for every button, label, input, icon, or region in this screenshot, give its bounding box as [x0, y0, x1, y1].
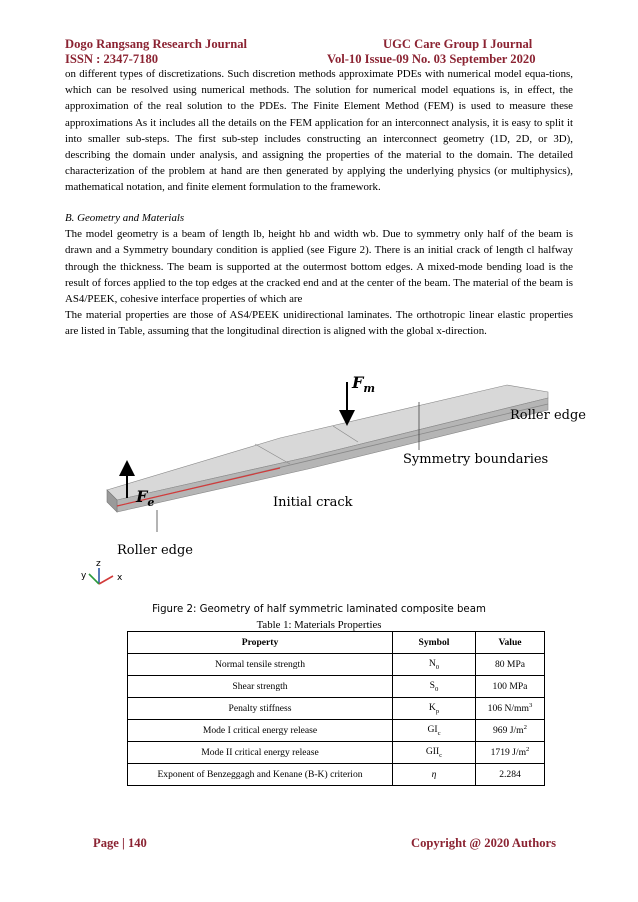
property-cell: Normal tensile strength [128, 654, 393, 676]
fe-label: $F_e$ [136, 487, 155, 509]
materials-table [127, 631, 545, 786]
materials-paragraph: The material properties are those of AS4/PEEK unidirectional laminates. The orthotropic linear elastic properties are listed in Table, assuming that the longitudinal direction is aligned with the global x-direction. [65, 309, 573, 338]
table-row [128, 676, 545, 698]
property-cell: Mode I critical energy release [128, 720, 393, 742]
header-symbol: Symbol [393, 632, 476, 654]
value-cell: 80 MPa [476, 654, 545, 676]
volume-issue: Vol-10 Issue-09 No. 03 September 2020 [327, 52, 536, 66]
header-property: Property [128, 632, 393, 654]
figure-caption: Figure 2: Geometry of half symmetric laminated composite beam [152, 604, 486, 615]
table-caption: Table 1: Materials Properties [256, 619, 382, 631]
value-cell: 106 $N/mm^3$ [476, 698, 545, 720]
table-row [128, 698, 545, 720]
section-heading: B. Geometry and Materials [65, 212, 185, 224]
roller-edge-left-label: Roller edge [117, 543, 194, 558]
roller-edge-right-label: Roller edge [510, 408, 587, 423]
geometry-paragraph: The model geometry is a beam of length lb, height hb and width wb. Due to symmetry only half of the beam is drawn and a Symmetry boundary condition is applied (see Figure 2). There is an initial crack of length cl halfway through the thickness. The beam is supported at the outermost bottom edges. A mixed-mode bending load is the result of forces applied to the top edges at the cracked end and at the center of the beam. The material of the beam is AS4/PEEK, cohesive interface properties of which are [65, 228, 573, 306]
table-row [128, 764, 545, 786]
initial-crack-label: Initial crack [273, 495, 353, 510]
property-cell: Shear strength [128, 676, 393, 698]
journal-title: Dogo Rangsang Research Journal [65, 37, 248, 51]
fm-label: $F_m$ [352, 373, 375, 395]
property-cell: Mode II critical energy release [128, 742, 393, 764]
symbol-cell: $N_0$ [393, 654, 476, 676]
beam-figure [65, 340, 587, 600]
page-number: Page | 140 [93, 836, 147, 850]
intro-paragraph: on different types of discretizations. Such discretion methods approximate PDEs with numerical model equa-tions, which can be resolved using numerical methods. The solution for numerical model equations is, in effect, the approximation of the real solution to the PDEs. The Finite Element Method (FEM) is used to measure these approximations As it includes all the details on the FEM application for an interconnect analysis, it is easy to split it into smaller sub-steps. The first sub-step includes constructing an interconnect geometry (1D, 2D, or 3D), describing the domain under analysis, and assigning the properties of the material to the domain. The detailed characterization of the problem at hand are then generated by applying the underlying physics (or multiphysics), mathematical notation, and finite element formulation to the framework. [65, 68, 573, 194]
symbol-cell: η [393, 764, 476, 786]
symbol-cell: $S_0$ [393, 676, 476, 698]
issn: ISSN : 2347-7180 [65, 52, 159, 66]
value-cell: 2.284 [476, 764, 545, 786]
symbol-cell: $K_p$ [393, 698, 476, 720]
table-row [128, 720, 545, 742]
z-axis-label: z [96, 559, 101, 569]
property-cell: Exponent of Benzeggagh and Kenane (B-K) criterion [128, 764, 393, 786]
page-footer [93, 836, 556, 851]
copyright: Copyright @ 2020 Authors [410, 836, 556, 850]
x-axis-label: x [117, 573, 123, 583]
value-cell: 969 $J/m^2$ [476, 720, 545, 742]
y-axis-label: y [81, 571, 87, 581]
symbol-cell: $GII_c$ [393, 742, 476, 764]
table-header-row [128, 632, 545, 654]
beam-diagram [65, 340, 587, 600]
intro-text [65, 66, 573, 196]
table-row [128, 742, 545, 764]
symmetry-boundaries-label: Symmetry boundaries [403, 452, 549, 467]
value-cell: 100 MPa [476, 676, 545, 698]
property-cell: Penalty stiffness [128, 698, 393, 720]
value-cell: 1719 $J/m^2$ [476, 742, 545, 764]
symbol-cell: $GI_c$ [393, 720, 476, 742]
geometry-section [65, 210, 573, 340]
journal-group: UGC Care Group I Journal [383, 37, 533, 51]
table-row [128, 654, 545, 676]
header-value: Value [476, 632, 545, 654]
